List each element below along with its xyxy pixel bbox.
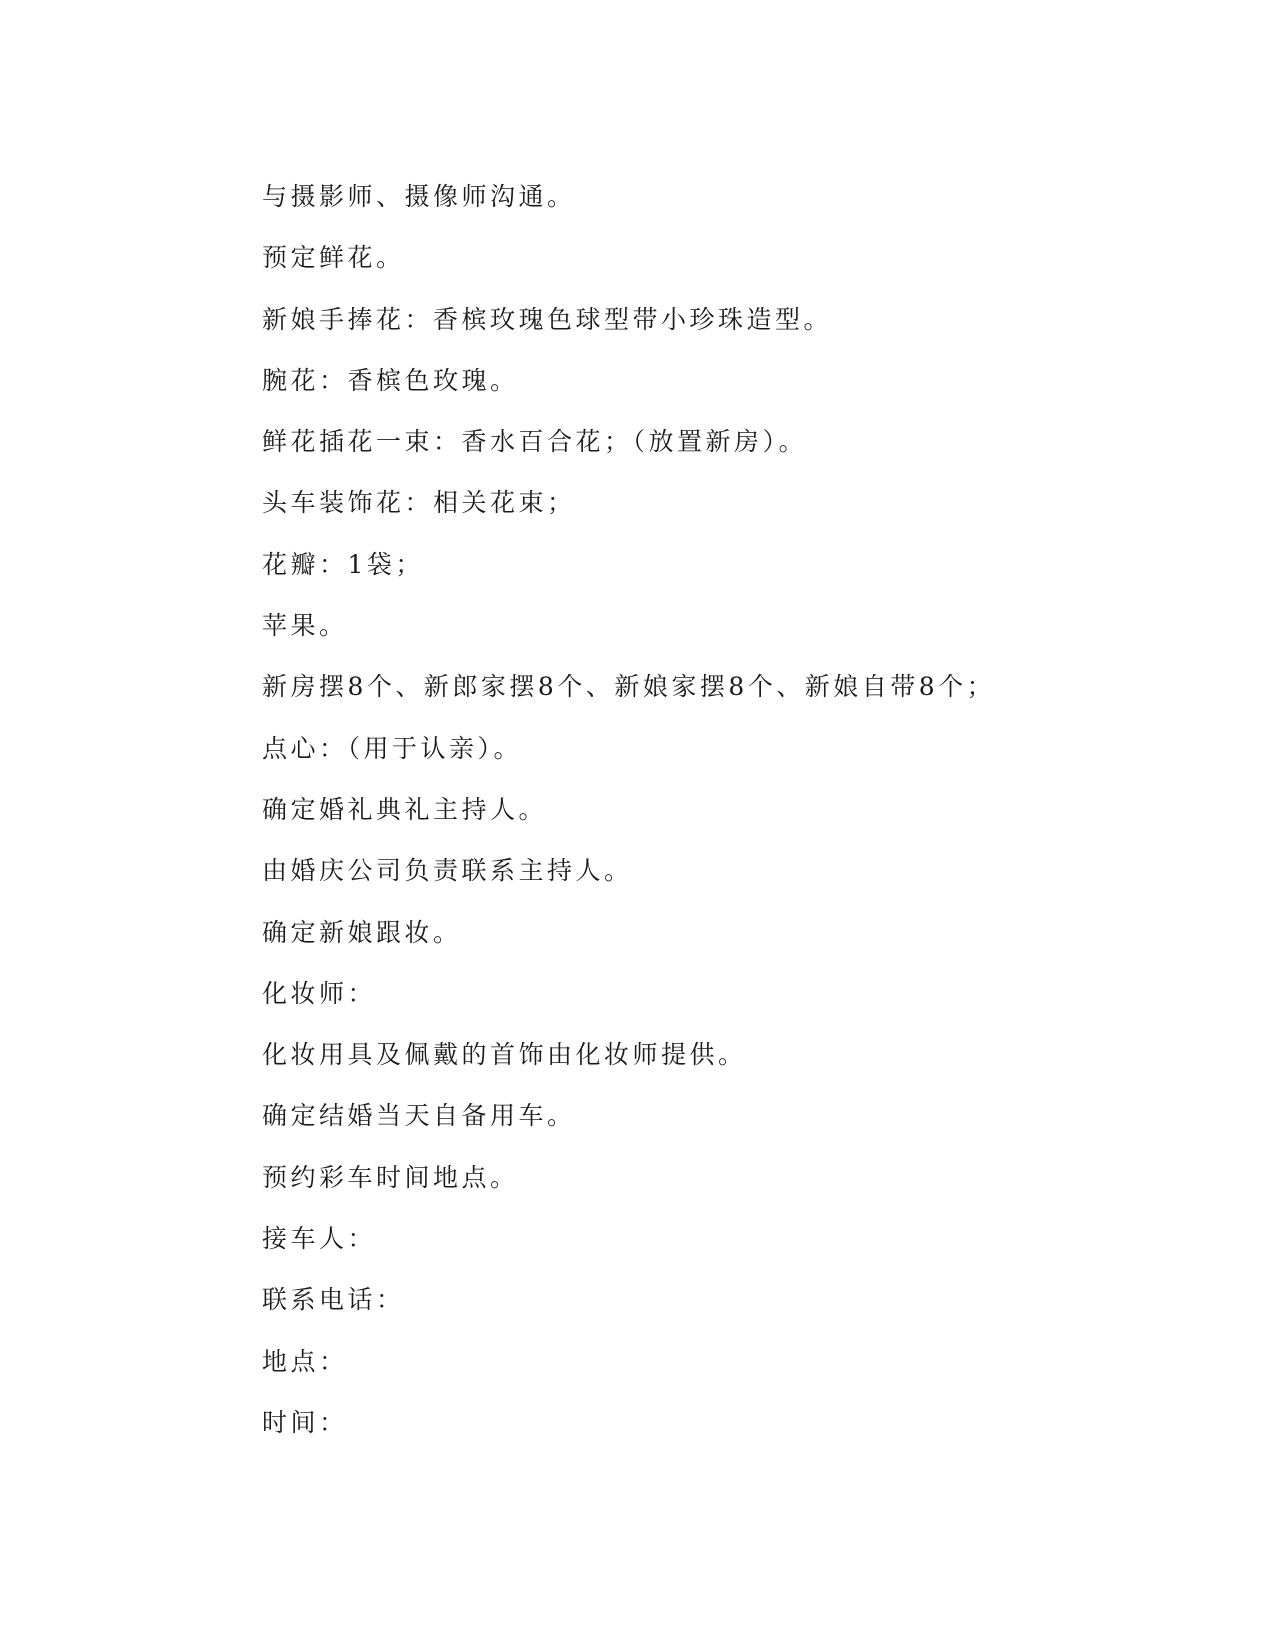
text-line: 由婚庆公司负责联系主持人。 [262, 856, 633, 886]
text-line: 点心：（用于认亲）。 [262, 733, 523, 763]
text-line: 化妆师： [262, 978, 377, 1008]
text-line: 预约彩车时间地点。 [262, 1162, 519, 1192]
text-line: 新娘手捧花：香槟玫瑰色球型带小珍珠造型。 [262, 304, 833, 334]
text-line: 接车人： [262, 1224, 377, 1254]
text-line: 确定新娘跟妆。 [262, 917, 462, 947]
text-line: 确定婚礼典礼主持人。 [262, 794, 548, 824]
text-line: 时间： [262, 1407, 348, 1437]
document-body [262, 166, 1082, 1453]
text-line: 新房摆8个、新郎家摆8个、新娘家摆8个、新娘自带8个； [262, 672, 996, 702]
text-line: 确定结婚当天自备用车。 [262, 1101, 576, 1131]
text-line: 头车装饰花：相关花束； [262, 488, 576, 518]
text-line: 化妆用具及佩戴的首饰由化妆师提供。 [262, 1040, 747, 1070]
text-line: 预定鲜花。 [262, 243, 405, 273]
text-line: 腕花：香槟色玫瑰。 [262, 365, 519, 395]
text-line: 联系电话： [262, 1285, 405, 1315]
text-line: 地点： [262, 1346, 348, 1376]
text-line: 苹果。 [262, 611, 348, 641]
text-line: 花瓣：1袋； [262, 549, 424, 579]
text-line: 鲜花插花一束：香水百合花；（放置新房）。 [262, 427, 808, 457]
text-line: 与摄影师、摄像师沟通。 [262, 182, 576, 211]
